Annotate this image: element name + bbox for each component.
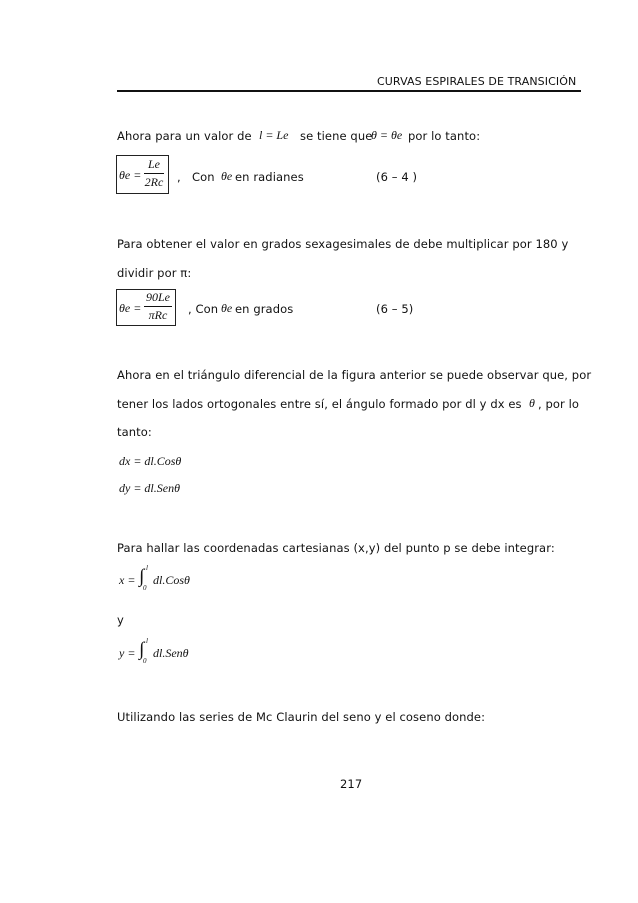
equation-6-5-note-con: , Con (188, 302, 219, 316)
equation-dx: dx = dl.Cosθ (119, 454, 182, 468)
header-rule (117, 90, 581, 92)
para2-line1: Para obtener el valor en grados sexagesimales de debe multiplicar por 180 y (117, 237, 569, 251)
equation-6-5-number: (6 – 5) (376, 302, 414, 316)
equation-6-4-comma: , (177, 170, 181, 184)
para3-line3: tanto: (117, 425, 152, 439)
equation-6-4-numerator: Le (148, 157, 160, 171)
equation-x-lhs: x = (119, 573, 136, 587)
equation-6-5-lhs: θe = (119, 301, 142, 315)
equation-x-integral-sign: ∫ (139, 566, 145, 587)
para3-line2-start: tener los lados ortogonales entre sí, el ángulo formado por dl y dx es (117, 397, 522, 411)
equation-6-5-note-theta: θe (221, 301, 233, 315)
para3-line2-end: , por lo (538, 397, 580, 411)
equation-y-lhs: y = (119, 646, 136, 660)
para1-text-end: por lo tanto: (408, 129, 481, 143)
equation-y-integral-sign: ∫ (139, 639, 145, 660)
equation-dy: dy = dl.Senθ (119, 481, 180, 495)
para1-math-l: l = Le (259, 128, 289, 142)
equation-x-upper-limit: l (146, 564, 148, 572)
equation-x-lower-limit: 0 (143, 584, 147, 592)
para1-text-middle: se tiene que (300, 129, 373, 143)
equation-6-5-denominator: πRc (148, 308, 168, 322)
para3-line2-theta: θ (529, 396, 535, 410)
para1-math-theta: θ = θe (371, 128, 403, 142)
equation-6-5-note-units: en grados (235, 302, 294, 316)
equation-6-4-note-units: en radianes (235, 170, 304, 184)
equation-y-integrand: dl.Senθ (153, 646, 189, 660)
page-number: 217 (340, 777, 363, 791)
equation-y-upper-limit: l (146, 637, 148, 645)
para5-text: Utilizando las series de Mc Claurin del seno y el coseno donde: (117, 710, 486, 724)
equation-6-5-fraction-bar (144, 306, 172, 307)
connector-y: y (117, 613, 124, 627)
equation-6-4-lhs: θe = (119, 168, 142, 182)
para3-line1: Ahora en el triángulo diferencial de la figura anterior se puede observar que, por (117, 368, 592, 382)
equation-6-4-note-theta: θe (221, 169, 233, 183)
para1-text-start: Ahora para un valor de (117, 129, 252, 143)
equation-6-4-number: (6 – 4 ) (376, 170, 418, 184)
equation-6-4-denominator: 2Rc (144, 175, 164, 189)
running-header: CURVAS ESPIRALES DE TRANSICIÓN (377, 75, 577, 88)
equation-y-lower-limit: 0 (143, 657, 147, 665)
equation-6-4-note-con: Con (192, 170, 215, 184)
equation-x-integrand: dl.Cosθ (153, 573, 190, 587)
para4-text: Para hallar las coordenadas cartesianas (x,y) del punto p se debe integrar: (117, 541, 555, 555)
para2-line2: dividir por π: (117, 266, 192, 280)
equation-6-5-numerator: 90Le (146, 290, 170, 304)
equation-6-4-fraction-bar (144, 173, 164, 174)
